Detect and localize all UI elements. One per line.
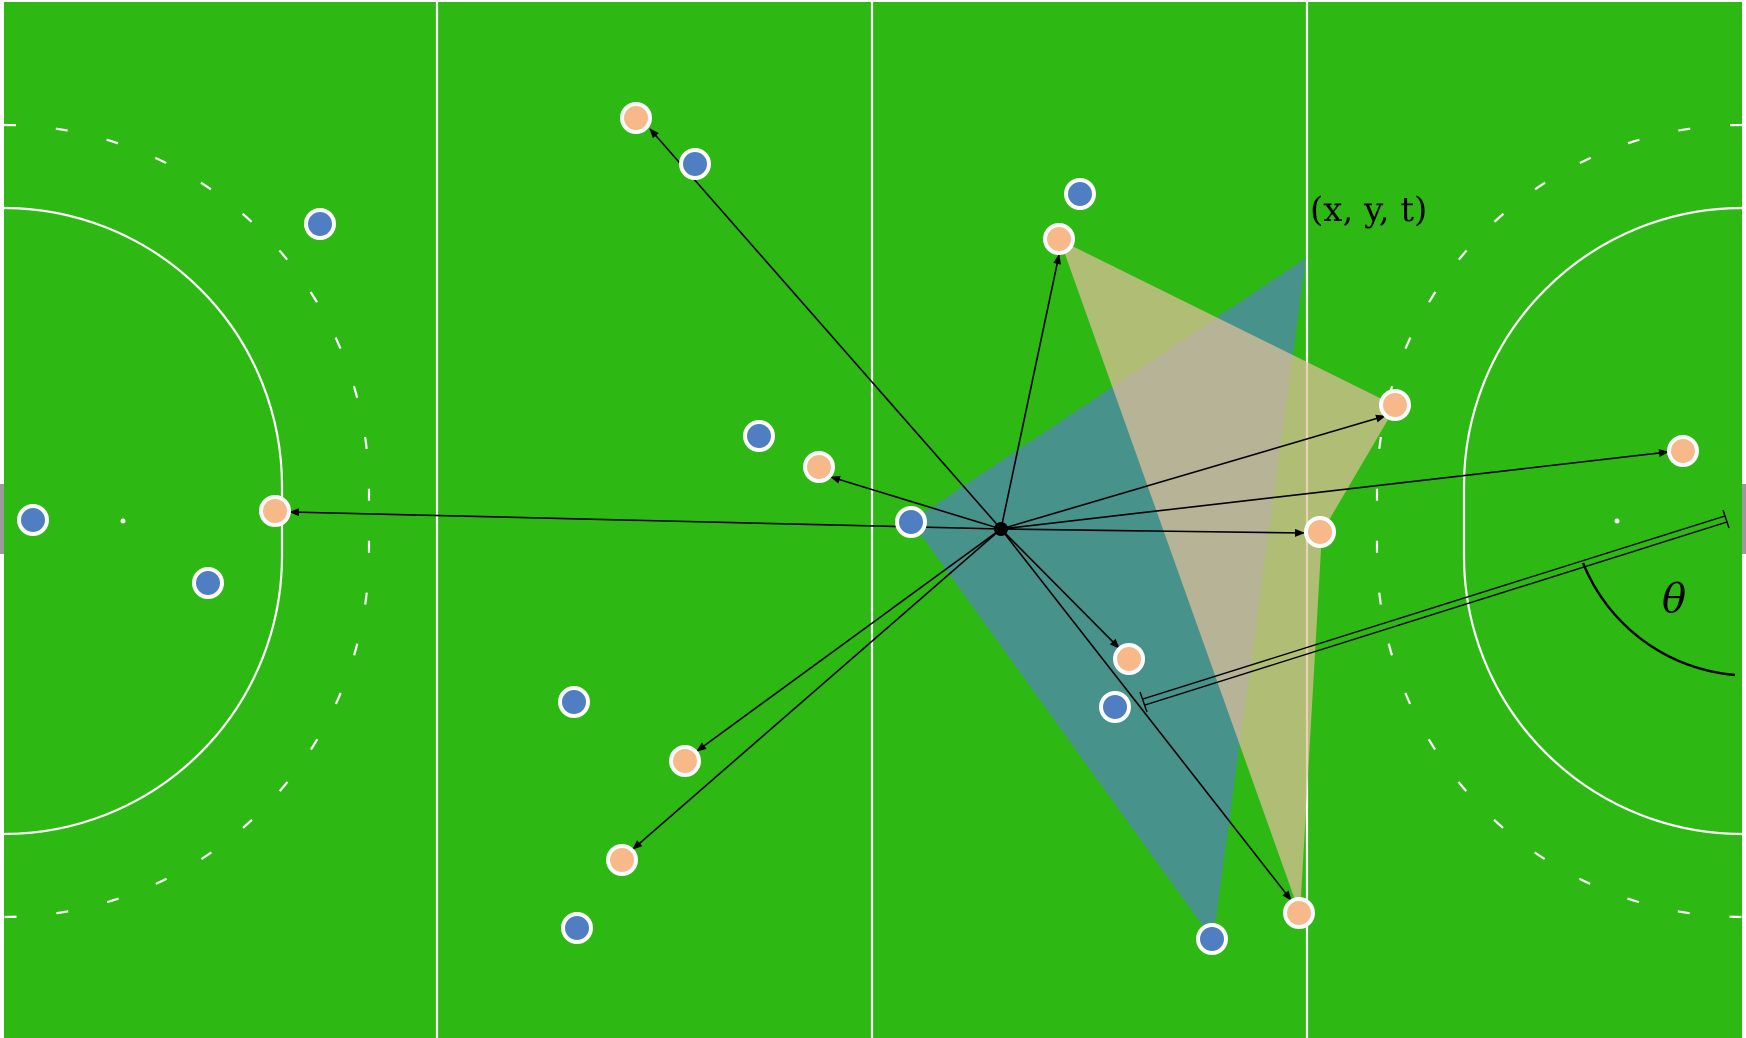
left-penalty-spot: [121, 519, 126, 524]
orange-player-6: [1669, 437, 1697, 465]
blue-player-3: [306, 210, 334, 238]
orange-player-7: [1306, 518, 1334, 546]
blue-player-6: [19, 506, 47, 534]
blue-player-5: [897, 508, 925, 536]
blue-player-11: [1198, 925, 1226, 953]
blue-player-7: [194, 569, 222, 597]
angle-label: θ: [1662, 576, 1687, 622]
orange-player-2: [1045, 225, 1073, 253]
orange-player-9: [671, 747, 699, 775]
blue-player-4: [745, 422, 773, 450]
blue-player-2: [1066, 180, 1094, 208]
blue-player-1: [681, 150, 709, 178]
orange-player-3: [1381, 391, 1409, 419]
left-goal: [0, 484, 4, 554]
orange-player-11: [1285, 899, 1313, 927]
blue-player-9: [1101, 693, 1129, 721]
right-goal: [1742, 484, 1746, 554]
orange-player-5: [261, 497, 289, 525]
right-penalty-spot: [1615, 519, 1620, 524]
ball-carrier-point: [994, 522, 1008, 536]
orange-player-4: [805, 453, 833, 481]
blue-player-10: [563, 914, 591, 942]
blue-player-8: [560, 688, 588, 716]
position-label: (x, y, t): [1310, 190, 1428, 230]
orange-player-10: [608, 846, 636, 874]
orange-player-8: [1115, 645, 1143, 673]
orange-player-1: [622, 104, 650, 132]
